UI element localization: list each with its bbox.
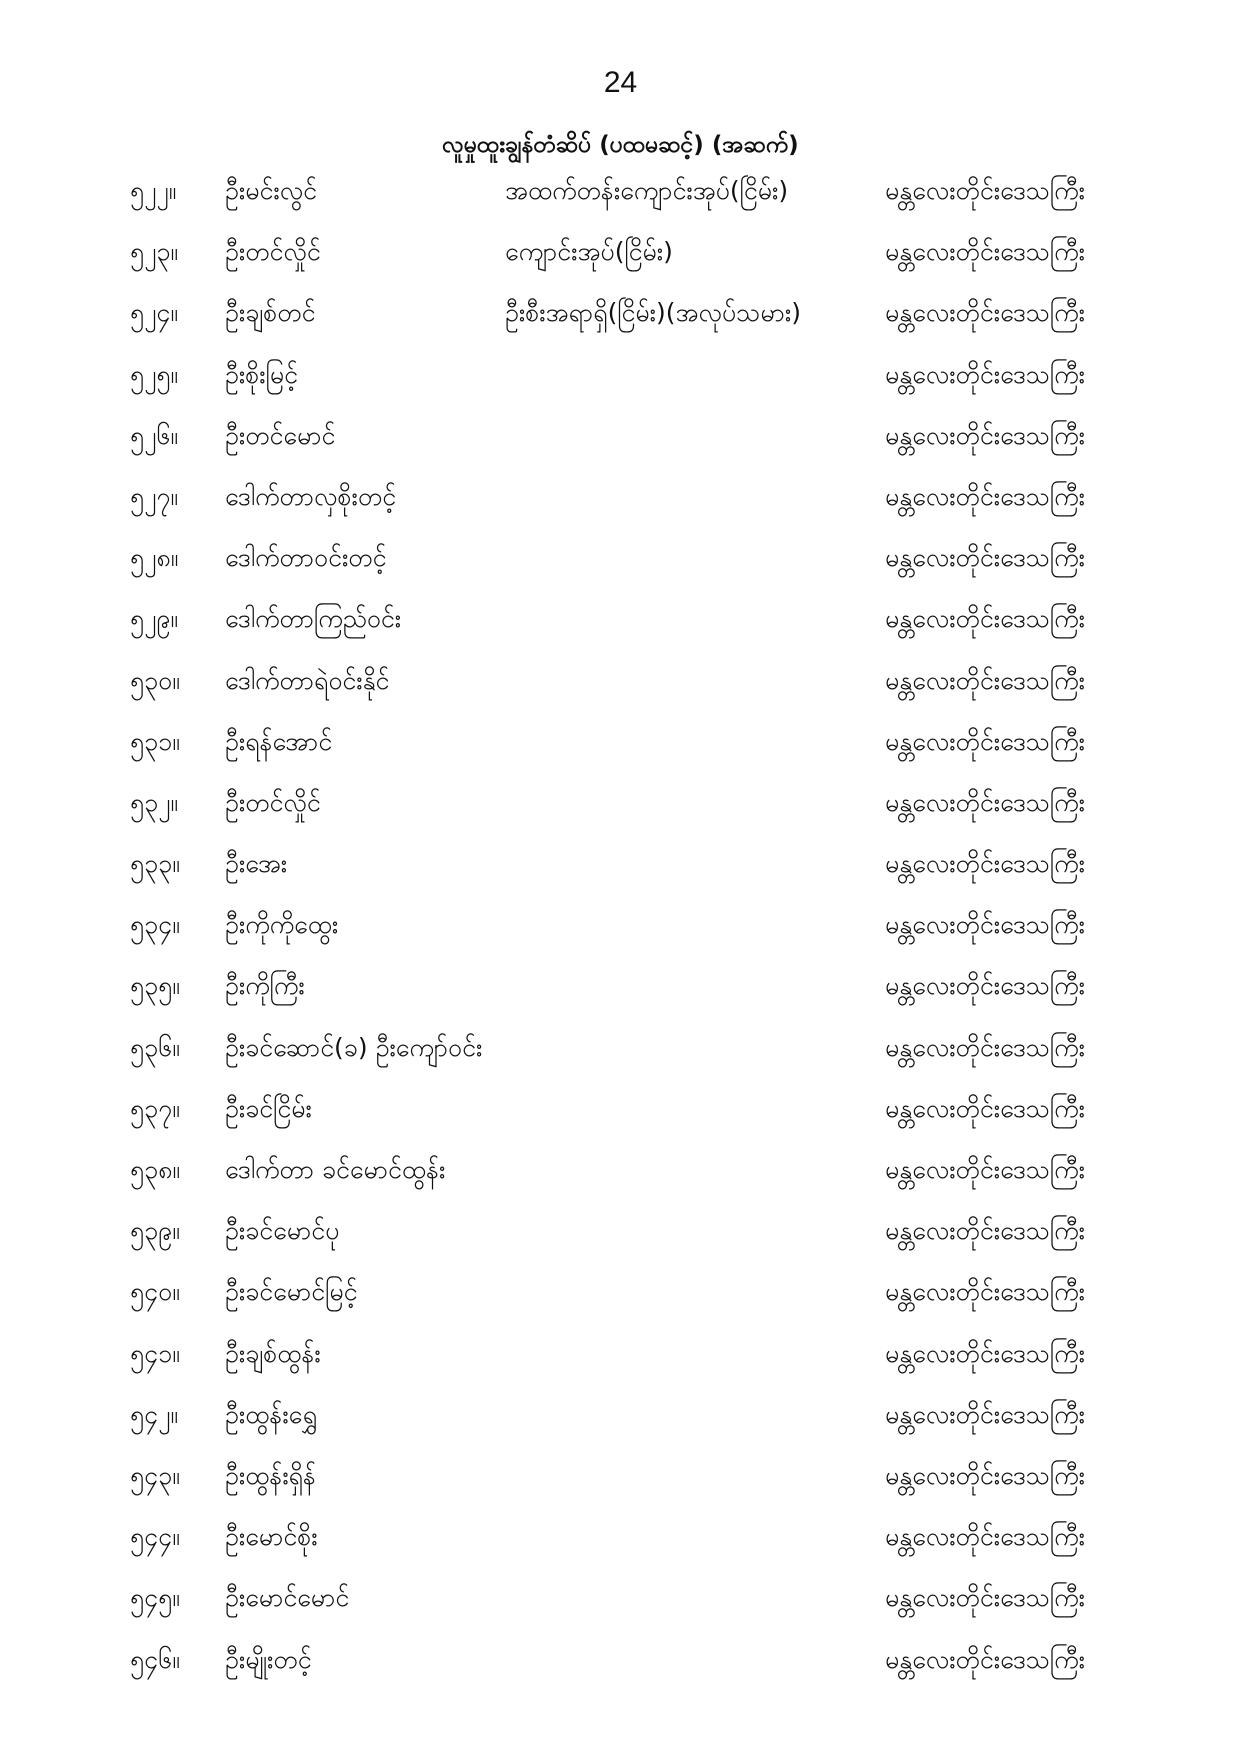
- person-region: မန္တလေးတိုင်းဒေသကြီး: [885, 1522, 1085, 1552]
- item-number: ၅၃၇။: [130, 1093, 180, 1123]
- list-item: [0, 588, 1241, 649]
- person-region: မန္တလေးတိုင်းဒေသကြီး: [885, 1338, 1085, 1368]
- person-name: ဦးအေး: [225, 849, 288, 879]
- person-name: ဦးမောင်မောင်: [225, 1583, 350, 1613]
- person-position: ကျောင်းအုပ်(ငြိမ်း): [505, 237, 673, 267]
- person-region: မန္တလေးတိုင်းဒေသကြီး: [885, 359, 1085, 389]
- person-region: မန္တလေးတိုင်းဒေသကြီး: [885, 665, 1085, 695]
- item-number: ၅၄၀။: [130, 1277, 180, 1307]
- person-position: အထက်တန်းကျောင်းအုပ်(ငြိမ်း): [505, 176, 789, 205]
- person-region: မန္တလေးတိုင်းဒေသကြီး: [885, 176, 1085, 205]
- item-number: ၅၂၆။: [130, 420, 178, 450]
- list-item: [0, 1506, 1241, 1567]
- list-item: [0, 405, 1241, 466]
- person-region: မန္တလေးတိုင်းဒေသကြီး: [885, 237, 1085, 267]
- item-number: ၅၃၂။: [130, 787, 178, 817]
- person-region: မန္တလေးတိုင်းဒေသကြီး: [885, 1032, 1085, 1062]
- item-number: ၅၄၂။: [130, 1399, 178, 1429]
- list-item: [0, 221, 1241, 282]
- person-name: ဦးစိုးမြင့်: [225, 359, 298, 389]
- list-item: [0, 160, 1241, 221]
- person-name: ဒေါက်တာဝင်းတင့်: [225, 543, 387, 573]
- list-item: [0, 772, 1241, 833]
- item-number: ၅၄၅။: [130, 1583, 180, 1613]
- list-item: [0, 344, 1241, 405]
- person-region: မန္တလေးတိုင်းဒေသကြီး: [885, 849, 1085, 879]
- item-number: ၅၄၄။: [130, 1522, 180, 1552]
- list-item: [0, 1017, 1241, 1078]
- item-number: ၅၂၅။: [130, 359, 178, 389]
- item-number: ၅၃၃။: [130, 849, 180, 879]
- list-item: [0, 1139, 1241, 1200]
- person-region: မန္တလေးတိုင်းဒေသကြီး: [885, 543, 1085, 573]
- list-item: [0, 955, 1241, 1016]
- item-number: ၅၂၉။: [130, 604, 178, 634]
- person-region: မန္တလေးတိုင်းဒေသကြီး: [885, 298, 1085, 328]
- person-name: ဦးခင်မောင်မြင့်: [225, 1277, 358, 1307]
- person-name: ဒေါက်တာရဲဝင်းနိုင်: [225, 665, 390, 695]
- item-number: ၅၃၄။: [130, 910, 180, 940]
- person-name: ဦးမောင်စိုး: [225, 1522, 318, 1552]
- person-name: ဦးတင်လှိုင်: [225, 237, 321, 267]
- item-number: ၅၂၄။: [130, 298, 178, 328]
- list-item: [0, 1629, 1241, 1690]
- person-name: ဦးမျိုးတင့်: [225, 1644, 312, 1674]
- list-item: [0, 711, 1241, 772]
- list-item: [0, 1567, 1241, 1628]
- person-region: မန္တလေးတိုင်းဒေသကြီး: [885, 420, 1085, 450]
- person-region: မန္တလေးတိုင်းဒေသကြီး: [885, 1399, 1085, 1429]
- award-list: [0, 160, 1241, 1690]
- list-item: [0, 894, 1241, 955]
- item-number: ၅၄၃။: [130, 1460, 180, 1490]
- list-item: [0, 833, 1241, 894]
- list-item: [0, 1200, 1241, 1261]
- list-item: [0, 650, 1241, 711]
- list-item: [0, 1323, 1241, 1384]
- person-region: မန္တလေးတိုင်းဒေသကြီး: [885, 1583, 1085, 1613]
- person-name: ဦးထွန်းရွှေ: [225, 1399, 318, 1429]
- item-number: ၅၃၁။: [130, 726, 180, 756]
- person-name: ဦးတင်မောင်: [225, 420, 336, 450]
- person-region: မန္တလေးတိုင်းဒေသကြီး: [885, 604, 1085, 634]
- item-number: ၅၃၆။: [130, 1032, 180, 1062]
- list-item: [0, 527, 1241, 588]
- list-item: [0, 1078, 1241, 1139]
- item-number: ၅၂၃။: [130, 237, 178, 267]
- item-number: ၅၃၈။: [130, 1155, 180, 1184]
- item-number: ၅၂၇။: [130, 481, 178, 511]
- item-number: ၅၂၈။: [130, 543, 179, 573]
- person-name: ဦးထွန်းရှိန်: [225, 1460, 316, 1490]
- person-name: ဦးချစ်ထွန်း: [225, 1338, 321, 1368]
- person-region: မန္တလေးတိုင်းဒေသကြီး: [885, 910, 1085, 940]
- person-region: မန္တလေးတိုင်းဒေသကြီး: [885, 1093, 1085, 1123]
- person-name: ဦးခင်ငြိမ်း: [225, 1093, 312, 1123]
- person-name: ဒေါက်တာကြည်ဝင်း: [225, 604, 402, 634]
- person-name: ဒေါက်တာလှစိုးတင့်: [225, 481, 397, 511]
- person-region: မန္တလေးတိုင်းဒေသကြီး: [885, 1277, 1085, 1307]
- item-number: ၅၄၁။: [130, 1338, 180, 1368]
- page-number: 24: [603, 66, 638, 99]
- person-region: မန္တလေးတိုင်းဒေသကြီး: [885, 481, 1085, 511]
- list-item: [0, 282, 1241, 343]
- person-position: ဦးစီးအရာရှိ(ငြိမ်း)(အလုပ်သမား): [505, 298, 801, 328]
- person-region: မန္တလေးတိုင်းဒေသကြီး: [885, 1216, 1085, 1246]
- person-name: ဦးမင်းလွင်: [225, 176, 318, 205]
- person-name: ဦးတင်လှိုင်: [225, 787, 321, 817]
- person-region: မန္တလေးတိုင်းဒေသကြီး: [885, 1644, 1085, 1674]
- item-number: ၅၄၆။: [130, 1644, 180, 1674]
- page-heading: လူမှုထူးချွန်တံဆိပ် (ပထမဆင့်) (အဆက်): [442, 132, 799, 158]
- list-item: [0, 1445, 1241, 1506]
- list-item: [0, 1384, 1241, 1445]
- person-region: မန္တလေးတိုင်းဒေသကြီး: [885, 1460, 1085, 1490]
- list-item: [0, 1261, 1241, 1322]
- item-number: ၅၃၀။: [130, 665, 180, 695]
- person-region: မန္တလေးတိုင်းဒေသကြီး: [885, 1155, 1085, 1184]
- person-name: ဦးခင်ဆောင်(ခ) ဦးကျော်ဝင်း: [225, 1032, 483, 1062]
- person-region: မန္တလေးတိုင်းဒေသကြီး: [885, 971, 1085, 1001]
- person-name: ဦးကိုကိုထွေး: [225, 910, 339, 940]
- item-number: ၅၃၉။: [130, 1216, 180, 1246]
- person-name: ဒေါက်တာ ခင်မောင်ထွန်း: [225, 1155, 446, 1184]
- person-name: ဦးကိုကြီး: [225, 971, 305, 1001]
- person-region: မန္တလေးတိုင်းဒေသကြီး: [885, 787, 1085, 817]
- person-region: မန္တလေးတိုင်းဒေသကြီး: [885, 726, 1085, 756]
- item-number: ၅၂၂။: [130, 176, 177, 205]
- person-name: ဦးခင်မောင်ပု: [225, 1216, 340, 1246]
- item-number: ၅၃၅။: [130, 971, 180, 1001]
- person-name: ဦးချစ်တင်: [225, 298, 316, 328]
- person-name: ဦးရန်အောင်: [225, 726, 333, 756]
- list-item: [0, 466, 1241, 527]
